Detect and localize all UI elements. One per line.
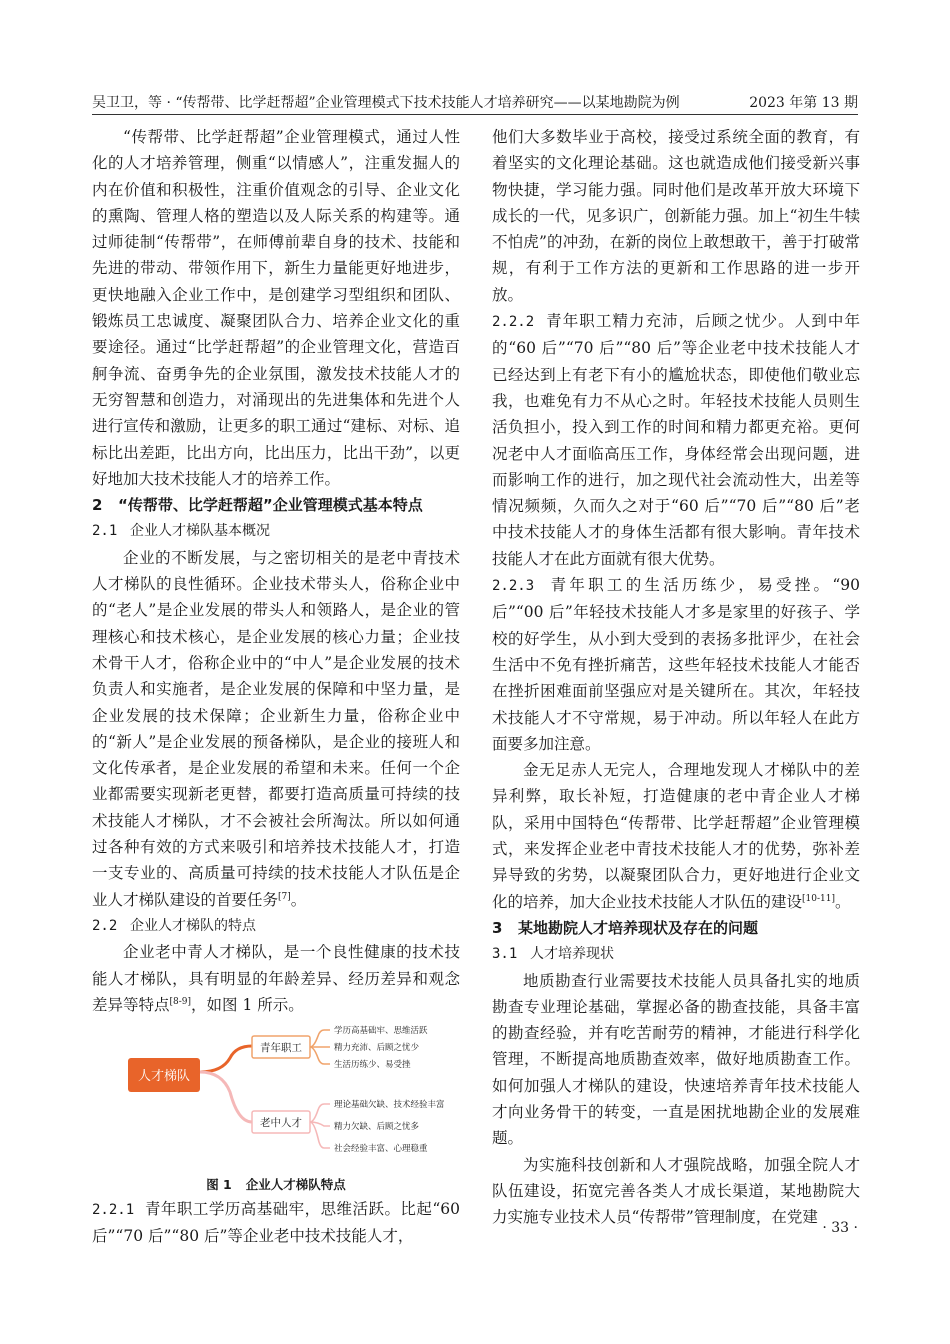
- connector-young: [200, 1046, 252, 1072]
- paragraph: [492, 308, 860, 572]
- paragraph: [92, 545, 460, 913]
- paragraph-end: ，如图 1 所示。: [191, 995, 304, 1014]
- paragraph-lead: 青年职工的生活历练少，易受挫。: [550, 576, 833, 595]
- section-number: 2.2.2: [492, 314, 535, 331]
- section-number: 3: [492, 918, 503, 937]
- section-heading-2-2: [92, 913, 460, 939]
- young-branch-1: [310, 1030, 330, 1047]
- old-item-1: 理论基础欠缺、技术经验丰富: [334, 1100, 445, 1111]
- section-title: “传帮带、比学赶帮超”企业管理模式基本特点: [118, 496, 423, 515]
- section-number: 2.2.3: [492, 578, 535, 595]
- figure-mindmap: [92, 1022, 460, 1192]
- old-branch-1: [310, 1104, 330, 1122]
- mindmap-diagram: [92, 1022, 460, 1192]
- paragraph: 地质勘查行业需要技术技能人员具备扎实的地质勘查专业理论基础，掌握必备的勘查技能，具备丰富的勘查经验，并有吃苦耐劳的精神，才能进行科学化管理，不断提高地质勘查效率，做好地质勘查工作。如何加强人才梯队的建设，快速培养青年技术技能人才向业务骨干的转变，一直是困扰地勘企业的发展难题。: [492, 971, 860, 1148]
- caption-number: 图 1: [206, 1177, 232, 1193]
- section-number: 2.2: [92, 917, 118, 934]
- paragraph: 他们大多数毕业于高校，接受过系统全面的教育，有着坚实的文化理论基础。这也就造成他们接受新兴事物快捷，学习能力强。同时他们是改革开放大环境下成长的一代，见多识广，创新能力强。加上“初生牛犊不怕虎”的冲劲，在新的岗位上敢想敢干，善于打破常规，有利于工作方法的更新和工作思路的进一步开放。: [492, 128, 860, 304]
- young-node-label: 青年职工: [260, 1042, 302, 1055]
- paragraph-end: 。: [834, 892, 851, 911]
- paragraph-text: “90 后”“00 后”年轻技术技能人才多是家里的好孩子、学校的好学生，从小到大受到的表扬多批评少，在社会生活中不免有挫折痛苦，这些年轻技术技能人才能否在挫折困难面前坚强应对是关键所在。其次，年轻技术技能人才不守常规，易于冲动。所以年轻人在此方面要多加注意。: [492, 576, 860, 753]
- section-number: 2: [92, 496, 103, 515]
- citation: [8-9]: [169, 996, 192, 1007]
- section-heading-3-1: [492, 941, 860, 967]
- section-title: 人才培养现状: [530, 946, 614, 963]
- section-title: 企业人才梯队基本概况: [130, 523, 270, 540]
- root-node-label: 人才梯队: [137, 1069, 191, 1085]
- header-issue: 2023 年第 13 期: [749, 95, 858, 111]
- section-number: 3.1: [492, 946, 518, 963]
- section-number: 2.2.1: [92, 1202, 135, 1219]
- section-heading-2: [92, 492, 460, 518]
- left-column: [92, 124, 460, 1250]
- young-item-1: 学历高基础牢、思维活跃: [334, 1026, 428, 1037]
- paragraph: 为实施科技创新和人才强院战略，加强全院人才队伍建设，拓宽完善各类人才成长渠道，某地勘院大力实施专业技术人员“传帮带”管理制度，在党建: [492, 1155, 860, 1227]
- connector-old: [200, 1072, 252, 1122]
- section-title: 某地勘院人才培养现状及存在的问题: [518, 918, 759, 937]
- section-number: 2.1: [92, 523, 118, 540]
- old-item-2: 精力欠缺、后顾之忧多: [334, 1122, 420, 1133]
- page-number: · 33 ·: [822, 1220, 858, 1236]
- right-column: [492, 124, 860, 1230]
- paragraph-text: 企业的不断发展，与之密切相关的是老中青技术人才梯队的良性循环。企业技术带头人，俗称企业中的“老人”是企业发展的带头人和领路人，是企业的管理核心和技术核心，是企业发展的核心力量；企业技术骨干人才，俗称企业中的“中人”是企业发展的技术负责人和实施者，是企业发展的保障和中坚力量，是企业发展的技术保障；企业新生力量，俗称企业中的“新人”是企业发展的预备梯队，是企业的接班人和文化传承者，是企业发展的希望和未来。任何一个企业都需要实现新老更替，都要打造高质量可持续的技术技能人才梯队，才不会被社会所淘汰。所以如何通过各种有效的方式来吸引和培养技术技能人才，打造一支专业的、高质量可持续的技术技能人才队伍是企业人才梯队建设的首要任务: [92, 548, 460, 909]
- paragraph: “传帮带、比学赶帮超”企业管理模式，通过人性化的人才培养管理，侧重“以情感人”，注重发掘人的内在价值和积极性，注重价值观念的引导、企业文化的熏陶、管理人格的塑造以及人际关系的构建等。通过师徒制“传帮带”，在师傅前辈自身的技术、技能和先进的带动、带领作用下，新生力量能更好地进步，更快地融入企业工作中，是创建学习型组织和团队、锻炼员工忠诚度、凝聚团队合力、培养企业文化的重要途径。通过“比学赶帮超”的企业管理文化，营造百舸争流、奋勇争先的企业氛围，激发技术技能人才的无穷智慧和创造力，对涌现出的先进集体和先进个人进行宣传和激励，让更多的职工通过“建标、对标、追标比出差距，比出方向，比出压力，比出干劲”，以更好地加大技术技能人才的培养工作。: [92, 128, 460, 488]
- paragraph-end: 。: [290, 890, 307, 909]
- section-title: 企业人才梯队的特点: [130, 917, 256, 934]
- paragraph: [492, 757, 860, 915]
- paragraph-lead: 青年职工学历高基础牢，思维活跃。: [144, 1200, 401, 1219]
- old-item-3: 社会经验丰富、心理稳重: [334, 1144, 428, 1155]
- citation: [7]: [278, 891, 291, 902]
- citation: [10-11]: [802, 893, 835, 904]
- young-item-2: 精力充沛、后顾之忧少: [334, 1043, 420, 1054]
- paragraph: [92, 1196, 460, 1250]
- running-header: [92, 90, 858, 115]
- paragraph-text: 比起“60 后”“70 后”“80 后”等企业老中技术技能人才，: [92, 1200, 460, 1246]
- paragraph: [492, 572, 860, 757]
- old-node-label: 老中人才: [260, 1117, 302, 1130]
- paragraph-text: 金无足赤人无完人，合理地发现人才梯队中的差异利弊，取长补短，打造健康的老中青企业人才梯队，采用中国特色“传帮带、比学赶帮超”企业管理模式，来发挥企业老中青技术技能人才的优势，弥补差异导致的劣势，以凝聚团队合力，更好地进行企业文化的培养，加大企业技术技能人才队伍的建设: [492, 761, 860, 911]
- young-branch-3: [310, 1047, 330, 1064]
- paragraph-text: 人到中年的“60 后”“70 后”“80 后”等企业老中技术技能人才已经达到上有老下有小的尴尬状态，即使他们敬业忘我，也难免有力不从心之时。年轻技术技能人员则生活负担小，投入到工作的时间和精力都更充裕。更何况老中人才面临高压工作，身体经常会出现问题，进而影响工作的进行，加之现代社会流动性大，出差等情况频频，久而久之对于“60 后”“70 后”“80 后”老中技术技能人才的身体生活都有很大影响。青年技术技能人才在此方面就有很大优势。: [492, 312, 860, 568]
- paragraph-lead: 青年职工精力充沛，后顾之忧少。: [546, 312, 795, 331]
- section-heading-2-1: [92, 518, 460, 544]
- caption-text: 企业人才梯队特点: [245, 1177, 346, 1193]
- young-item-3: 生活历练少、易受挫: [334, 1060, 411, 1071]
- paragraph: [92, 939, 460, 1018]
- header-title: 吴卫卫，等 · “传帮带、比学赶帮超”企业管理模式下技术技能人才培养研究——以某地勘院为例: [92, 95, 680, 111]
- section-heading-3: [492, 915, 860, 941]
- paragraph-text: 企业老中青人才梯队，是一个良性健康的技术技能人才梯队，具有明显的年龄差异、经历差异和观念差异等特点: [92, 943, 460, 1014]
